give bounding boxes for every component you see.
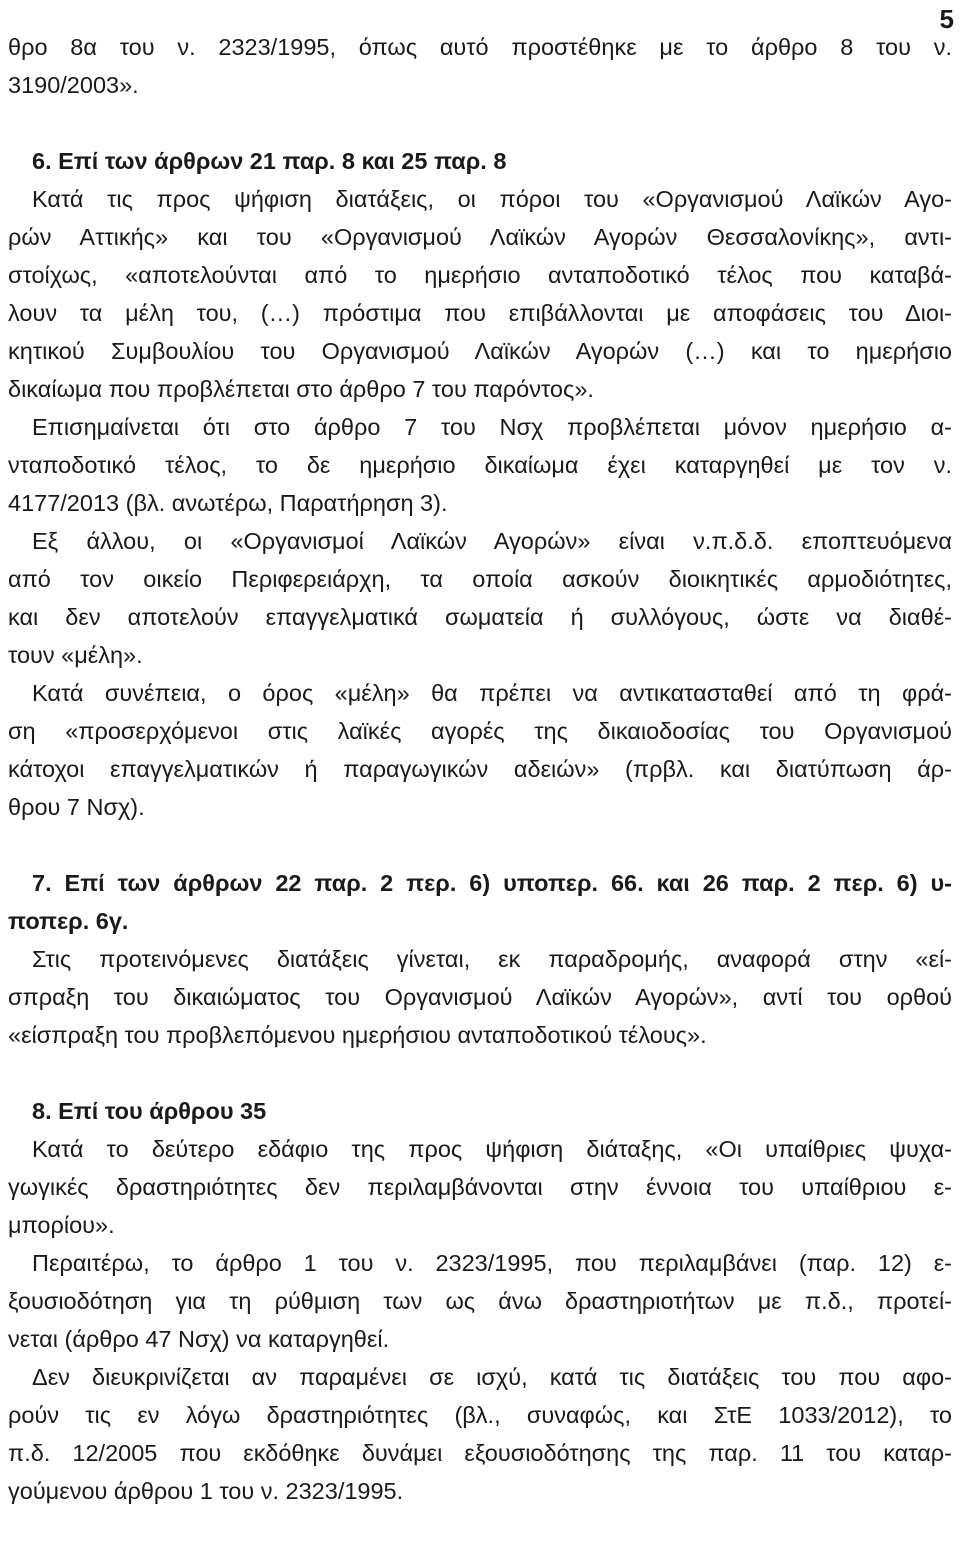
section-heading-cont: ποπερ. 6γ.: [8, 908, 129, 934]
text-line: Στις προτεινόμενες διατάξεις γίνεται, εκ παραδρομής, αναφορά στην «εί-: [32, 946, 952, 972]
text-line: μπορίου».: [8, 1212, 115, 1238]
text-line: π.δ. 12/2005 που εκδόθηκε δυνάμει εξουσιοδότησης της παρ. 11 του καταρ-: [8, 1440, 952, 1466]
text-line: νεται (άρθρο 47 Νσχ) να καταργηθεί.: [8, 1326, 390, 1352]
section-heading: 7. Επί των άρθρων 22 παρ. 2 περ. 6) υποπερ. 66. και 26 παρ. 2 περ. 6) υ-: [32, 870, 952, 896]
text-line: θρου 7 Νσχ).: [8, 794, 145, 820]
text-line: ρών Αττικής» και του «Οργανισμού Λαϊκών Αγορών Θεσσαλονίκης», αντι-: [8, 224, 952, 250]
text-line: γωγικές δραστηριότητες δεν περιλαμβάνονται στην έννοια του υπαίθριου ε-: [8, 1174, 952, 1200]
text-line: σπραξη του δικαιώματος του Οργανισμού Λαϊκών Αγορών», αντί του ορθού: [8, 984, 952, 1010]
paragraph-gap: [8, 104, 952, 142]
page-number: 5: [939, 4, 954, 34]
section-heading: 8. Επί του άρθρου 35: [32, 1098, 267, 1124]
text-line: 4177/2013 (βλ. ανωτέρω, Παρατήρηση 3).: [8, 490, 448, 516]
text-line: 3190/2003».: [8, 72, 139, 98]
text-line: ξουσιοδότηση για τη ρύθμιση των ως άνω δραστηριοτήτων με π.δ., προτεί-: [8, 1288, 952, 1314]
text-line: και δεν αποτελούν επαγγελματικά σωματεία ή συλλόγους, ώστε να διαθέ-: [8, 604, 952, 630]
paragraph-gap: [8, 826, 952, 864]
document-body: [8, 28, 952, 1510]
text-line: θρο 8α του ν. 2323/1995, όπως αυτό προστέθηκε με το άρθρο 8 του ν.: [8, 34, 952, 60]
text-line: Κατά συνέπεια, ο όρος «μέλη» θα πρέπει να αντικατασταθεί από τη φρά-: [32, 680, 952, 706]
text-line: λουν τα μέλη του, (…) πρόστιμα που επιβάλλονται με αποφάσεις του Διοι-: [8, 300, 952, 326]
text-line: Περαιτέρω, το άρθρο 1 του ν. 2323/1995, που περιλαμβάνει (παρ. 12) ε-: [32, 1250, 952, 1276]
text-line: Κατά το δεύτερο εδάφιο της προς ψήφιση διάταξης, «Οι υπαίθριες ψυχα-: [32, 1136, 952, 1162]
text-line: κάτοχοι επαγγελματικών ή παραγωγικών αδειών» (πρβλ. και διατύπωση άρ-: [8, 756, 952, 782]
text-line: ρούν τις εν λόγω δραστηριότητες (βλ., συναφώς, και ΣτΕ 1033/2012), το: [8, 1402, 952, 1428]
section-heading: 6. Επί των άρθρων 21 παρ. 8 και 25 παρ. 8: [32, 148, 507, 174]
text-line: δικαίωμα που προβλέπεται στο άρθρο 7 του παρόντος».: [8, 376, 594, 402]
text-line: «είσπραξη του προβλεπόμενου ημερήσιου ανταποδοτικού τέλους».: [8, 1022, 707, 1048]
text-line: από τον οικείο Περιφερειάρχη, τα οποία ασκούν διοικητικές αρμοδιότητες,: [8, 566, 952, 592]
text-line: Εξ άλλου, οι «Οργανισμοί Λαϊκών Αγορών» είναι ν.π.δ.δ. εποπτευόμενα: [32, 528, 952, 554]
text-line: στοίχως, «αποτελούνται από το ημερήσιο ανταποδοτικό τέλος που καταβά-: [8, 262, 952, 288]
text-line: Κατά τις προς ψήφιση διατάξεις, οι πόροι του «Οργανισμού Λαϊκών Αγο-: [32, 186, 952, 212]
text-line: γούμενου άρθρου 1 του ν. 2323/1995.: [8, 1478, 404, 1504]
text-line: κητικού Συμβουλίου του Οργανισμού Λαϊκών Αγορών (…) και το ημερήσιο: [8, 338, 952, 364]
paragraph-gap: [8, 1054, 952, 1092]
text-line: Δεν διευκρινίζεται αν παραμένει σε ισχύ, κατά τις διατάξεις του που αφο-: [32, 1364, 952, 1390]
text-line: νταποδοτικό τέλος, το δε ημερήσιο δικαίωμα έχει καταργηθεί με τον ν.: [8, 452, 952, 478]
text-line: ση «προσερχόμενοι στις λαϊκές αγορές της δικαιοδοσίας του Οργανισμού: [8, 718, 952, 744]
text-line: Επισημαίνεται ότι στο άρθρο 7 του Νσχ προβλέπεται μόνον ημερήσιο α-: [32, 414, 952, 440]
text-line: τουν «μέλη».: [8, 642, 143, 668]
